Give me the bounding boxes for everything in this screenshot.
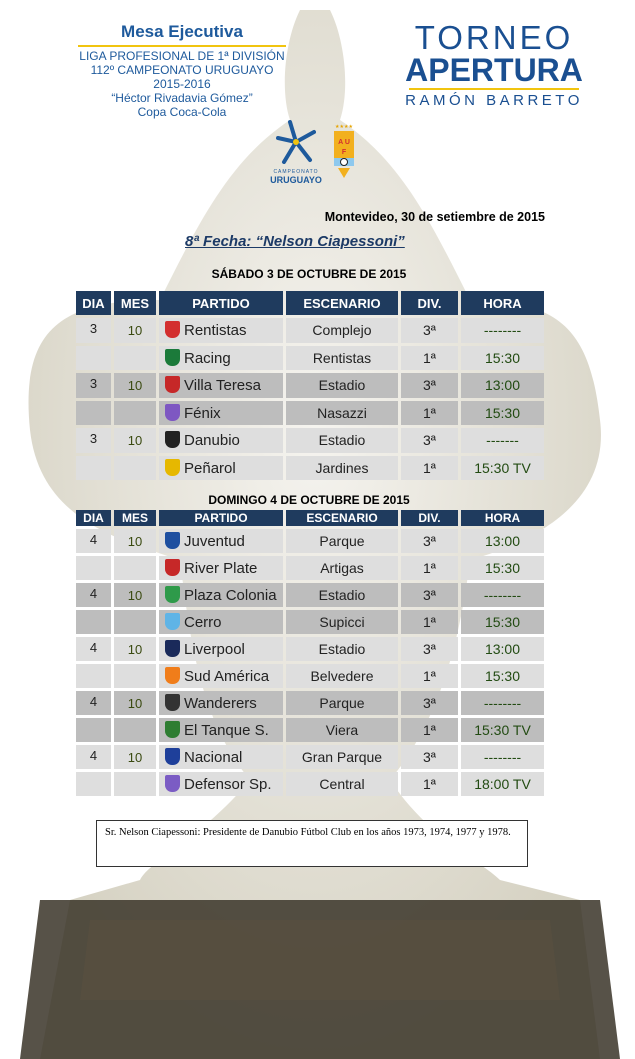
- hora-cell: 15:30: [461, 664, 544, 688]
- column-header: DIV.: [401, 510, 458, 526]
- team-name: Defensor Sp.: [184, 776, 272, 793]
- table-row: [76, 610, 544, 634]
- match-cell: [159, 318, 283, 343]
- div-cell: 1ª: [401, 772, 458, 796]
- divider: [409, 88, 579, 90]
- hora-cell: 13:00: [461, 637, 544, 661]
- team-crest-icon: [165, 321, 180, 338]
- column-header: HORA: [461, 510, 544, 526]
- match-cell: [159, 428, 283, 453]
- hora-cell: 15:30: [461, 401, 544, 426]
- div-cell: 3ª: [401, 428, 458, 453]
- table-row: [76, 529, 544, 553]
- table-row: [76, 691, 544, 715]
- header-line: Copa Coca-Cola: [137, 105, 227, 119]
- column-header: ESCENARIO: [286, 510, 398, 526]
- divider: [78, 45, 286, 47]
- table-row: [76, 637, 544, 661]
- match-cell: [159, 401, 283, 426]
- team-crest-icon: [165, 459, 180, 476]
- mes-cell: 10: [114, 745, 156, 769]
- table-row: [76, 346, 544, 371]
- esc-cell: Parque: [286, 529, 398, 553]
- esc-cell: Jardines: [286, 456, 398, 481]
- div-cell: 3ª: [401, 637, 458, 661]
- team-name: Juventud: [184, 533, 245, 550]
- column-header: ESCENARIO: [286, 291, 398, 315]
- mes-cell: 10: [114, 637, 156, 661]
- esc-cell: Estadio: [286, 373, 398, 398]
- hora-cell: -------: [461, 428, 544, 453]
- table-row: [76, 373, 544, 398]
- div-cell: 1ª: [401, 556, 458, 580]
- team-name: Villa Teresa: [184, 377, 261, 395]
- match-cell: [159, 718, 283, 742]
- esc-cell: Estadio: [286, 428, 398, 453]
- header-row: [76, 510, 544, 526]
- column-header: PARTIDO: [159, 291, 283, 315]
- column-header: DIV.: [401, 291, 458, 315]
- esc-cell: Viera: [286, 718, 398, 742]
- esc-cell: Gran Parque: [286, 745, 398, 769]
- esc-cell: Parque: [286, 691, 398, 715]
- hora-cell: 13:00: [461, 373, 544, 398]
- mes-cell: 10: [114, 428, 156, 453]
- table-row: [76, 745, 544, 769]
- header-line: “Héctor Rivadavia Gómez”: [111, 91, 253, 105]
- team-crest-icon: [165, 694, 180, 711]
- header-line: LIGA PROFESIONAL DE 1ª DIVISIÓN: [79, 49, 285, 63]
- svg-text:★★★★: ★★★★: [335, 124, 353, 130]
- mes-cell: [114, 401, 156, 426]
- hora-cell: 15:30: [461, 556, 544, 580]
- esc-cell: Complejo: [286, 318, 398, 343]
- esc-cell: Estadio: [286, 583, 398, 607]
- team-name: Racing: [184, 349, 231, 367]
- column-header: PARTIDO: [159, 510, 283, 526]
- team-crest-icon: [165, 775, 180, 792]
- dia-cell: 4: [76, 691, 111, 715]
- mes-cell: [114, 456, 156, 481]
- dia-cell: [76, 346, 111, 371]
- table-row: [76, 428, 544, 453]
- day-title: SÁBADO 3 DE OCTUBRE DE 2015: [211, 267, 407, 281]
- mes-cell: [114, 772, 156, 796]
- div-cell: 3ª: [401, 529, 458, 553]
- match-cell: [159, 691, 283, 715]
- team-name: Wanderers: [184, 695, 257, 712]
- team-name: Liverpool: [184, 641, 245, 658]
- column-header: HORA: [461, 291, 544, 315]
- div-cell: 3ª: [401, 373, 458, 398]
- column-header: MES: [114, 291, 156, 315]
- dia-cell: 4: [76, 745, 111, 769]
- div-cell: 1ª: [401, 664, 458, 688]
- team-crest-icon: [165, 376, 180, 393]
- column-header: DIA: [76, 510, 111, 526]
- hora-cell: --------: [461, 318, 544, 343]
- div-cell: 1ª: [401, 346, 458, 371]
- match-cell: [159, 373, 283, 398]
- table-row: [76, 718, 544, 742]
- esc-cell: Belvedere: [286, 664, 398, 688]
- auf-logo: [330, 122, 358, 182]
- team-crest-icon: [165, 748, 180, 765]
- match-cell: [159, 610, 283, 634]
- mes-cell: 10: [114, 318, 156, 343]
- team-crest-icon: [165, 667, 180, 684]
- torneo-apertura-logo: [405, 19, 583, 109]
- dia-cell: [76, 718, 111, 742]
- mes-cell: [114, 610, 156, 634]
- hora-cell: 15:30 TV: [461, 456, 544, 481]
- team-name: Danubio: [184, 432, 240, 450]
- match-cell: [159, 529, 283, 553]
- svg-text:F: F: [341, 149, 347, 156]
- table-row: [76, 583, 544, 607]
- div-cell: 1ª: [401, 401, 458, 426]
- esc-cell: Supicci: [286, 610, 398, 634]
- apertura-text: APERTURA: [405, 52, 583, 88]
- div-cell: 3ª: [401, 583, 458, 607]
- svg-text:A U: A U: [338, 139, 350, 146]
- dia-cell: [76, 772, 111, 796]
- fecha-title: 8ª Fecha: “Nelson Ciapessoni”: [185, 233, 405, 250]
- mes-cell: [114, 718, 156, 742]
- team-name: Plaza Colonia: [184, 587, 277, 604]
- match-cell: [159, 346, 283, 371]
- dia-cell: 4: [76, 583, 111, 607]
- dia-cell: [76, 401, 111, 426]
- table-row: [76, 772, 544, 796]
- match-cell: [159, 637, 283, 661]
- schedule-table-saturday: [73, 288, 547, 483]
- dia-cell: 4: [76, 529, 111, 553]
- team-crest-icon: [165, 586, 180, 603]
- column-header: DIA: [76, 291, 111, 315]
- match-cell: [159, 556, 283, 580]
- table-row: [76, 318, 544, 343]
- div-cell: 3ª: [401, 318, 458, 343]
- esc-cell: Rentistas: [286, 346, 398, 371]
- dia-cell: [76, 610, 111, 634]
- team-name: El Tanque S.: [184, 722, 269, 739]
- footnote: Sr. Nelson Ciapessoni: Presidente de Danubio Fútbol Club en los años 1973, 1974, 1977 y 1978.: [96, 820, 528, 867]
- team-name: Fénix: [184, 404, 221, 422]
- mes-cell: 10: [114, 529, 156, 553]
- hora-cell: --------: [461, 583, 544, 607]
- hora-cell: 13:00: [461, 529, 544, 553]
- mes-cell: [114, 664, 156, 688]
- hora-cell: --------: [461, 691, 544, 715]
- team-crest-icon: [165, 431, 180, 448]
- hora-cell: 18:00 TV: [461, 772, 544, 796]
- team-name: Sud América: [184, 668, 270, 685]
- header-row: [76, 291, 544, 315]
- ramon-barreto-text: RAMÓN BARRETO: [405, 92, 583, 109]
- match-cell: [159, 772, 283, 796]
- torneo-text: TORNEO: [414, 19, 574, 56]
- match-cell: [159, 664, 283, 688]
- hora-cell: 15:30: [461, 610, 544, 634]
- logo-text: URUGUAYO: [270, 175, 322, 185]
- team-crest-icon: [165, 349, 180, 366]
- date-line: Montevideo, 30 de setiembre de 2015: [324, 210, 545, 224]
- hora-cell: 15:30 TV: [461, 718, 544, 742]
- team-name: Cerro: [184, 614, 222, 631]
- table-row: [76, 556, 544, 580]
- match-cell: [159, 583, 283, 607]
- dia-cell: 4: [76, 637, 111, 661]
- team-crest-icon: [165, 559, 180, 576]
- team-name: Rentistas: [184, 322, 247, 340]
- div-cell: 1ª: [401, 610, 458, 634]
- team-name: Peñarol: [184, 459, 236, 477]
- esc-cell: Nasazzi: [286, 401, 398, 426]
- header-line: 112º CAMPEONATO URUGUAYO 2015-2016: [90, 63, 274, 91]
- star-icon: [276, 120, 316, 164]
- team-crest-icon: [165, 721, 180, 738]
- div-cell: 3ª: [401, 691, 458, 715]
- header-title: Mesa Ejecutiva: [121, 22, 243, 41]
- team-crest-icon: [165, 532, 180, 549]
- logo-text: CAMPEONATO: [273, 169, 319, 175]
- mes-cell: 10: [114, 691, 156, 715]
- hora-cell: --------: [461, 745, 544, 769]
- team-crest-icon: [165, 640, 180, 657]
- dia-cell: 3: [76, 428, 111, 453]
- dia-cell: [76, 664, 111, 688]
- mes-cell: [114, 556, 156, 580]
- match-cell: [159, 456, 283, 481]
- team-crest-icon: [165, 404, 180, 421]
- hora-cell: 15:30: [461, 346, 544, 371]
- esc-cell: Artigas: [286, 556, 398, 580]
- team-crest-icon: [165, 613, 180, 630]
- column-header: MES: [114, 510, 156, 526]
- table-row: [76, 664, 544, 688]
- div-cell: 1ª: [401, 718, 458, 742]
- schedule-table-sunday: [73, 507, 547, 799]
- team-name: Nacional: [184, 749, 243, 766]
- dia-cell: [76, 456, 111, 481]
- dia-cell: [76, 556, 111, 580]
- table-row: [76, 456, 544, 481]
- mes-cell: 10: [114, 583, 156, 607]
- mesa-ejecutiva-header: [78, 22, 286, 119]
- esc-cell: Central: [286, 772, 398, 796]
- match-cell: [159, 745, 283, 769]
- campeonato-uruguayo-logo: [268, 120, 324, 185]
- day-title: DOMINGO 4 DE OCTUBRE DE 2015: [208, 493, 410, 507]
- table-row: [76, 401, 544, 426]
- mes-cell: [114, 346, 156, 371]
- dia-cell: 3: [76, 318, 111, 343]
- mes-cell: 10: [114, 373, 156, 398]
- esc-cell: Estadio: [286, 637, 398, 661]
- dia-cell: 3: [76, 373, 111, 398]
- div-cell: 3ª: [401, 745, 458, 769]
- div-cell: 1ª: [401, 456, 458, 481]
- team-name: River Plate: [184, 560, 258, 577]
